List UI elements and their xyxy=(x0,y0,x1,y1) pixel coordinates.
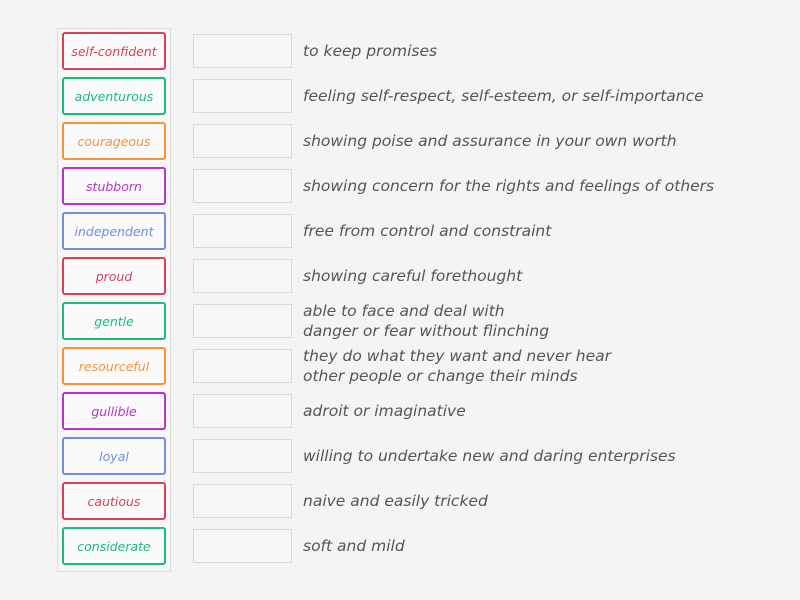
drop-target[interactable] xyxy=(193,214,292,248)
drop-target[interactable] xyxy=(193,349,292,383)
definition-text: to keep promises xyxy=(303,42,438,60)
word-card[interactable]: proud xyxy=(62,257,166,295)
definition-text: soft and mild xyxy=(303,537,405,555)
drop-target[interactable] xyxy=(193,394,292,428)
drop-target[interactable] xyxy=(193,79,292,113)
drop-target[interactable] xyxy=(193,484,292,518)
word-card[interactable]: cautious xyxy=(62,482,166,520)
drop-target[interactable] xyxy=(193,34,292,68)
definition-text: naive and easily tricked xyxy=(303,492,488,510)
drop-target[interactable] xyxy=(193,124,292,158)
word-card[interactable]: gullible xyxy=(62,392,166,430)
definition-text: showing concern for the rights and feelings of others xyxy=(303,177,715,195)
word-card[interactable]: resourceful xyxy=(62,347,166,385)
definition-text: free from control and constraint xyxy=(303,222,552,240)
word-card[interactable]: courageous xyxy=(62,122,166,160)
definition-text: showing careful forethought xyxy=(303,267,523,285)
definition-text: able to face and deal with danger or fear without flinching xyxy=(303,302,550,340)
drop-target[interactable] xyxy=(193,259,292,293)
word-card[interactable]: considerate xyxy=(62,527,166,565)
word-card[interactable]: loyal xyxy=(62,437,166,475)
drop-target[interactable] xyxy=(193,439,292,473)
definition-text: adroit or imaginative xyxy=(303,402,466,420)
word-card[interactable]: gentle xyxy=(62,302,166,340)
word-card[interactable]: adventurous xyxy=(62,77,166,115)
word-card[interactable]: self-confident xyxy=(62,32,166,70)
word-card[interactable]: stubborn xyxy=(62,167,166,205)
definition-text: showing poise and assurance in your own worth xyxy=(303,132,677,150)
definition-text: willing to undertake new and daring enterprises xyxy=(303,447,676,465)
word-card[interactable]: independent xyxy=(62,212,166,250)
drop-target[interactable] xyxy=(193,304,292,338)
definition-text: they do what they want and never hear other people or change their minds xyxy=(303,347,612,385)
drop-target[interactable] xyxy=(193,169,292,203)
definition-text: feeling self-respect, self-esteem, or self-importance xyxy=(303,87,704,105)
drop-target[interactable] xyxy=(193,529,292,563)
